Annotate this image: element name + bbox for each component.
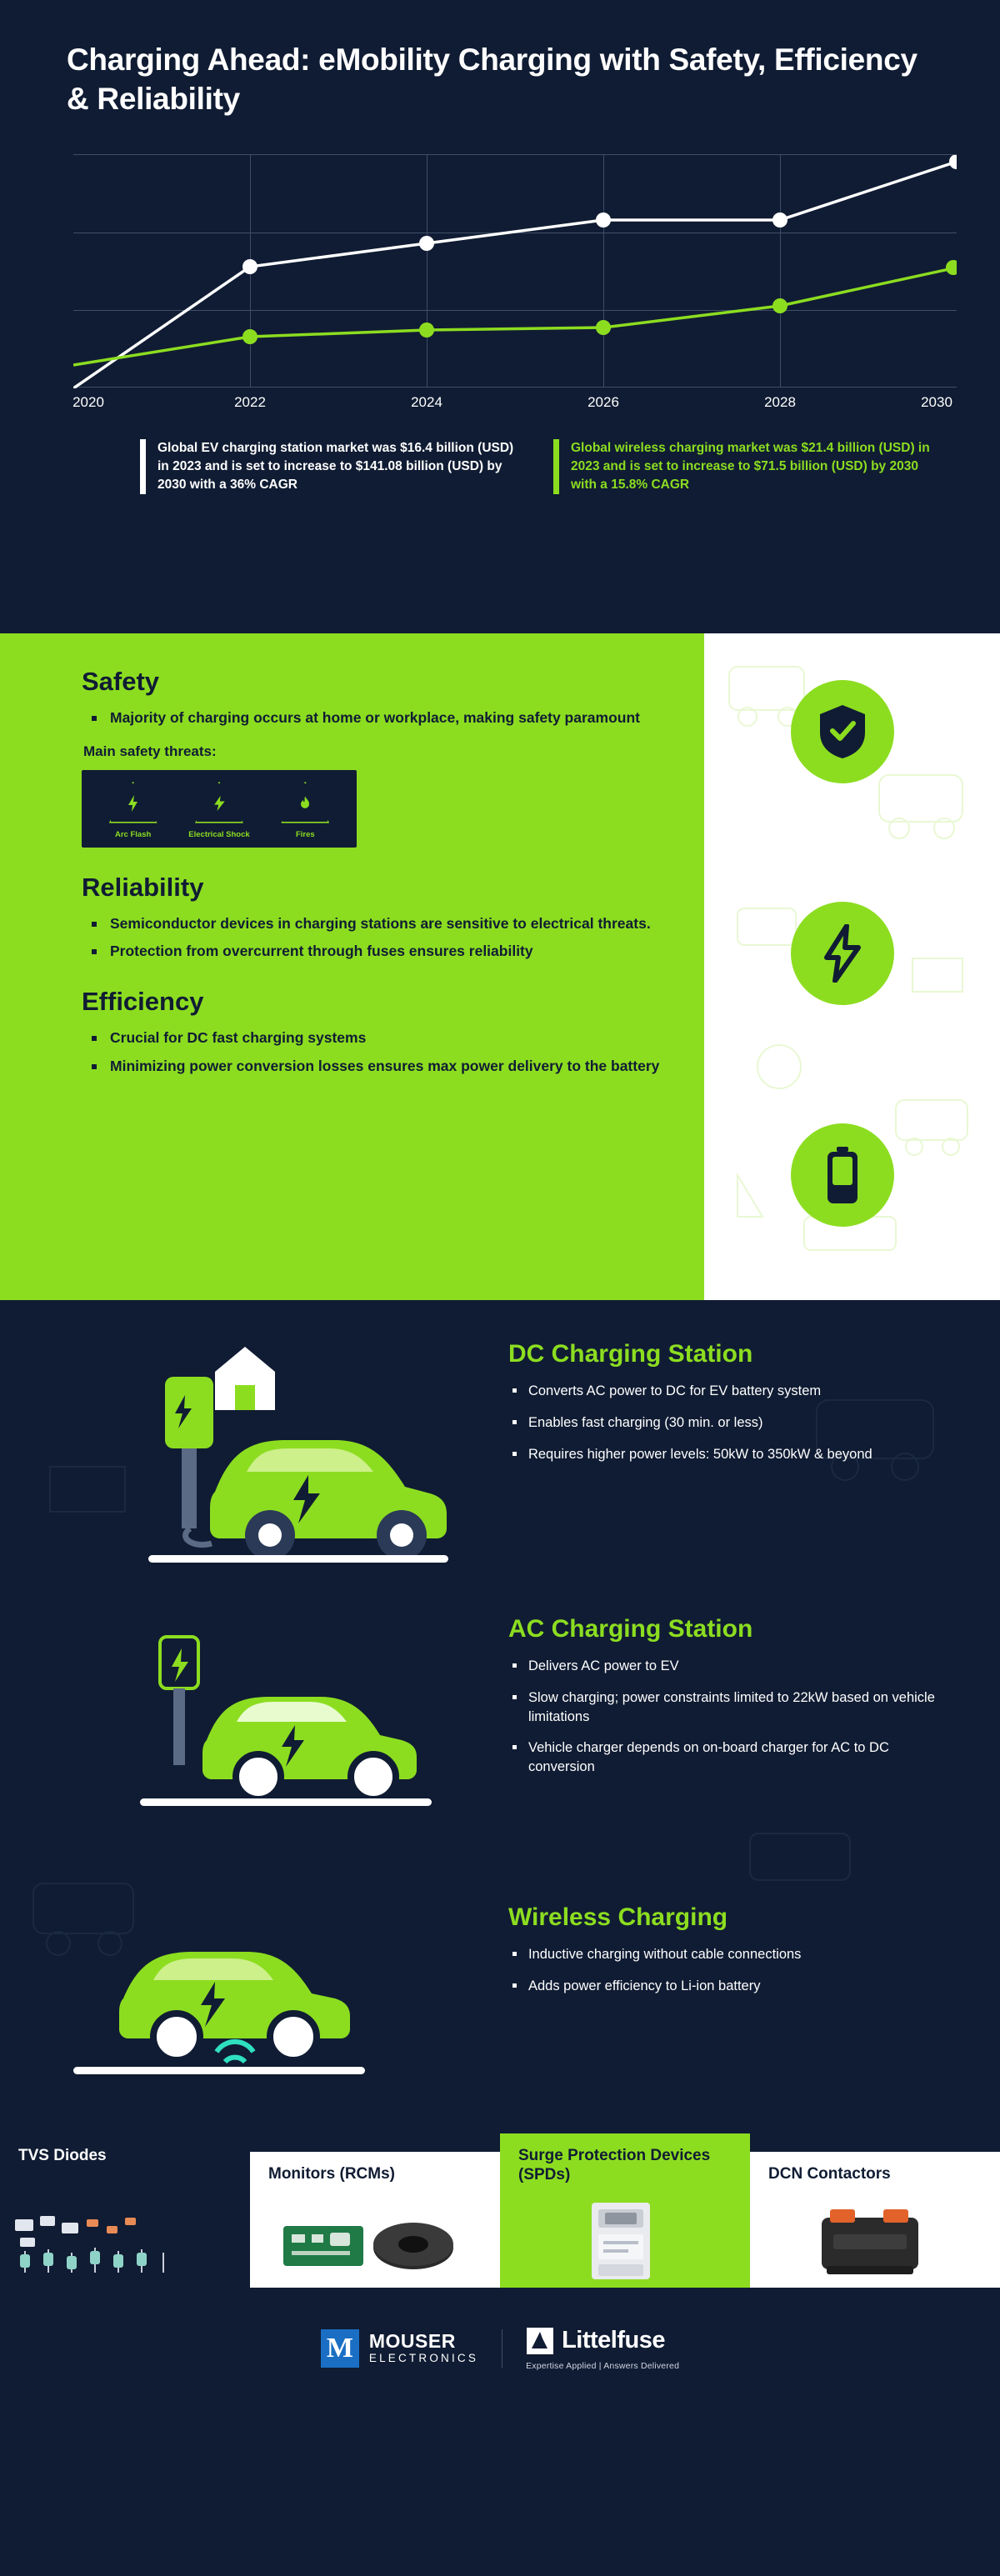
product-surge-protection-devices[interactable] xyxy=(500,2133,750,2288)
shield-check-icon-circle xyxy=(791,680,894,783)
chart-series-svg xyxy=(73,155,957,388)
safety-reliability-efficiency-section xyxy=(0,633,1000,1300)
shield-check-icon xyxy=(817,703,868,761)
littelfuse-mark-icon xyxy=(526,2327,554,2355)
mouser-subwordmark: ELECTRONICS xyxy=(368,2352,479,2365)
mouser-m-mark: M xyxy=(321,2329,359,2368)
wireless-charging-title: Wireless Charging xyxy=(508,1903,728,1931)
stat-accent-bar xyxy=(553,439,559,494)
list-item: Inductive charging without cable connections xyxy=(508,1945,957,1964)
hero-section xyxy=(0,0,1000,633)
stat-text: Global wireless charging market was $21.4 billion (USD) in 2023 and is set to increase to $71.5 billion (USD) by 2030 with a 15.8% CAGR xyxy=(571,440,930,492)
spd-module-photo xyxy=(500,2201,750,2281)
list-item: Semiconductor devices in charging stations are sensitive to electrical threats. xyxy=(87,914,662,934)
stat-ev-charging-market xyxy=(140,439,520,494)
lightning-bolt-icon-circle xyxy=(791,902,894,1005)
threat-label: Electrical Shock xyxy=(188,829,250,839)
product-dcn-contactors[interactable] xyxy=(750,2152,1000,2288)
ev-car-over-wireless-pad-art xyxy=(43,1888,508,2133)
fire-icon xyxy=(281,782,329,823)
list-item: Minimizing power conversion losses ensures max power delivery to the battery xyxy=(87,1057,662,1077)
list-item: Slow charging; power constraints limited to 22kW based on vehicle limitations xyxy=(508,1688,957,1727)
list-item: Adds power efficiency to Li-ion battery xyxy=(508,1977,957,1996)
list-item: Majority of charging occurs at home or workplace, making safety paramount xyxy=(87,708,662,728)
littelfuse-wordmark: Littelfuse xyxy=(562,2327,665,2353)
axis-tick: 2022 xyxy=(234,393,266,410)
wireless-charging-copy xyxy=(508,1888,957,2133)
battery-icon-circle xyxy=(791,1123,894,1227)
list-item: Vehicle charger depends on on-board charger for AC to DC conversion xyxy=(508,1738,957,1777)
dc-charging-station-row xyxy=(0,1325,1000,1592)
green-icon-column xyxy=(704,633,1000,1300)
product-title: DCN Contactors xyxy=(768,2165,891,2183)
dc-charging-station-title: DC Charging Station xyxy=(508,1340,753,1368)
chart-plot-area xyxy=(73,154,957,388)
footer-logos xyxy=(0,2288,1000,2409)
rcm-monitor-photo xyxy=(250,2201,500,2281)
product-tvs-diodes[interactable] xyxy=(0,2133,250,2288)
reliability-heading: Reliability xyxy=(82,872,204,902)
axis-tick: 2028 xyxy=(764,393,796,410)
safety-heading: Safety xyxy=(82,667,160,696)
product-title: TVS Diodes xyxy=(18,2147,107,2164)
threats-label: Main safety threats: xyxy=(83,743,217,759)
threat-label: Fires xyxy=(295,829,315,839)
dc-charging-station-copy xyxy=(508,1325,957,1592)
axis-tick: 2026 xyxy=(588,393,619,410)
page-title: Charging Ahead: eMobility Charging with Safety, Efficiency & Reliability xyxy=(67,43,918,117)
ac-charging-station-copy xyxy=(508,1600,957,1883)
stat-wireless-charging-market xyxy=(553,439,933,494)
product-title: Surge Protection Devices (SPDs) xyxy=(518,2147,711,2183)
safety-threats-box xyxy=(82,770,357,848)
product-monitors-rcms[interactable] xyxy=(250,2152,500,2288)
stat-text: Global EV charging station market was $16.4 billion (USD) in 2023 and is set to increase to $141.08 billion (USD) by 2030 with a 36% CAGR xyxy=(158,440,514,492)
green-content xyxy=(0,633,704,1300)
list-item: Converts AC power to DC for EV battery system xyxy=(508,1382,957,1401)
wireless-charging-bullets xyxy=(508,1945,957,1996)
list-item: Delivers AC power to EV xyxy=(508,1657,957,1676)
list-item: Requires higher power levels: 50kW to 350kW & beyond xyxy=(508,1445,957,1464)
efficiency-heading: Efficiency xyxy=(82,986,204,1016)
ac-charging-station-row xyxy=(0,1600,1000,1883)
littelfuse-tagline: Expertise Applied | Answers Delivered xyxy=(526,2360,680,2371)
tvs-diodes-photo xyxy=(0,2201,250,2281)
axis-tick: 2024 xyxy=(411,393,442,410)
stat-accent-bar xyxy=(140,439,146,494)
ac-charging-station-bullets xyxy=(508,1657,957,1777)
charging-stations-section xyxy=(0,1300,1000,2133)
list-item: Crucial for DC fast charging systems xyxy=(87,1028,662,1048)
wireless-charging-row xyxy=(0,1888,1000,2133)
product-title: Monitors (RCMs) xyxy=(268,2165,395,2183)
list-item: Enables fast charging (30 min. or less) xyxy=(508,1413,957,1433)
chart-x-axis xyxy=(73,394,957,424)
mouser-electronics-logo[interactable] xyxy=(321,2329,502,2368)
electrical-shock-icon xyxy=(195,782,243,823)
dc-charging-station-bullets xyxy=(508,1382,957,1463)
product-categories-section xyxy=(0,2133,1000,2288)
ac-charging-station-title: AC Charging Station xyxy=(508,1615,753,1643)
lightning-bolt-icon xyxy=(823,924,862,983)
littelfuse-logo[interactable] xyxy=(502,2327,679,2371)
threat-label: Arc Flash xyxy=(115,829,152,839)
reliability-bullets xyxy=(87,914,662,962)
arc-flash-icon xyxy=(109,782,158,823)
axis-tick: 2030 xyxy=(921,393,952,410)
mouser-wordmark: MOUSER xyxy=(368,2330,456,2353)
threat-electrical-shock xyxy=(179,782,259,839)
battery-icon xyxy=(823,1145,862,1205)
efficiency-bullets xyxy=(87,1028,662,1076)
list-item: Protection from overcurrent through fuses ensures reliability xyxy=(87,942,662,962)
safety-bullets xyxy=(87,708,662,728)
ev-hatchback-with-wall-charger-art xyxy=(43,1600,508,1883)
ev-car-with-home-charger-art xyxy=(43,1325,508,1592)
dcn-contactor-photo xyxy=(750,2201,1000,2281)
threat-arc-flash xyxy=(93,782,173,839)
threat-fires xyxy=(265,782,345,839)
axis-tick: 2020 xyxy=(72,393,104,410)
market-growth-chart xyxy=(73,154,957,421)
market-stats xyxy=(140,439,933,494)
